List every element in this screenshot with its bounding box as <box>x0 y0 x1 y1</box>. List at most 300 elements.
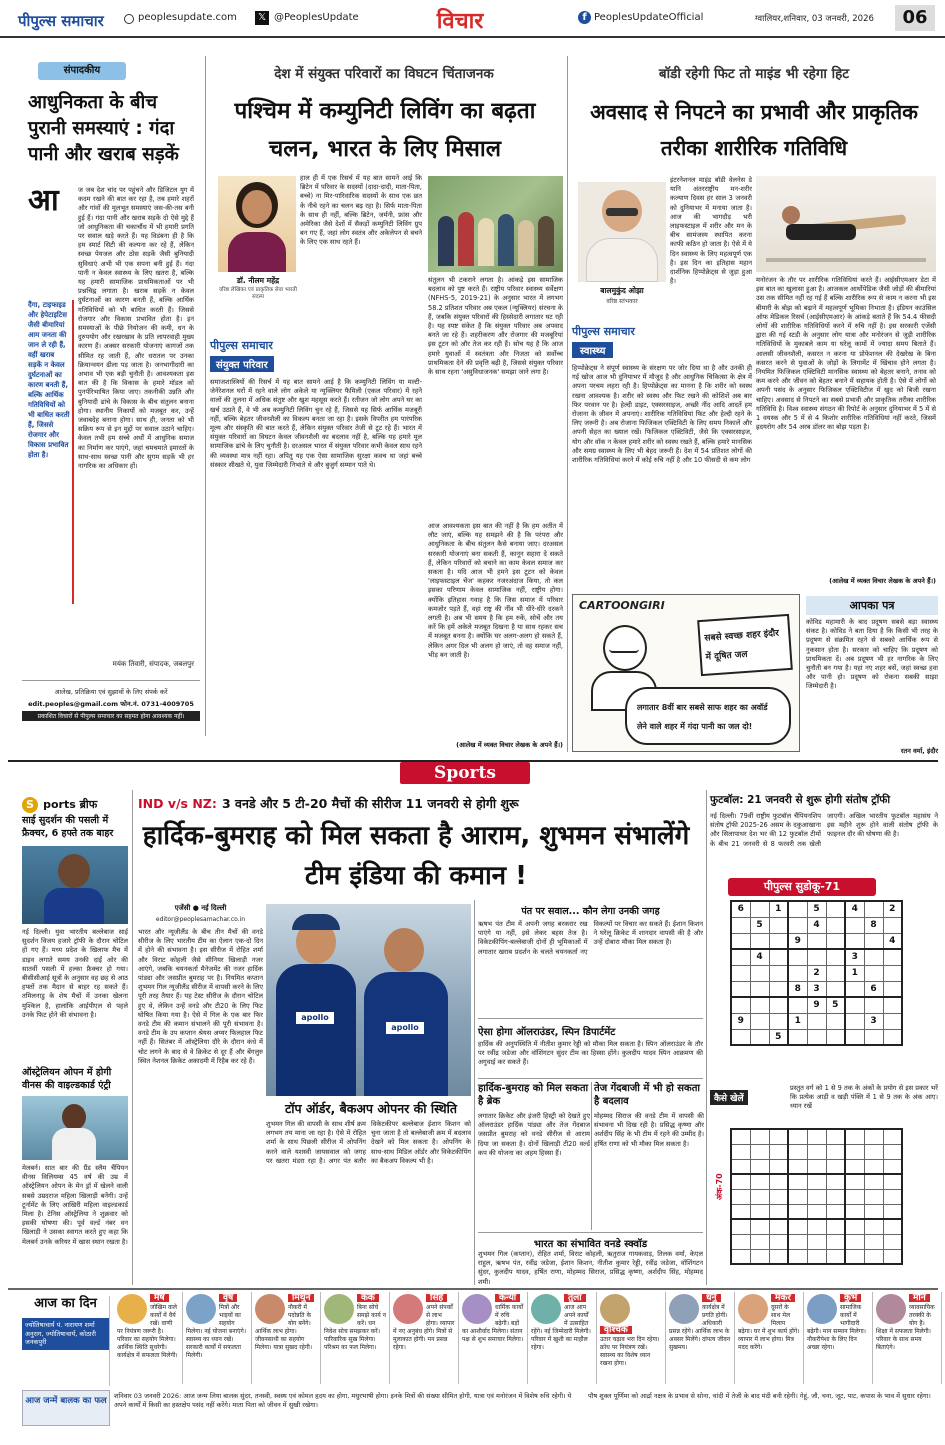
letter-title: आपका पत्र <box>806 596 938 615</box>
rashi-name: वृश्चिक <box>600 1326 632 1334</box>
sudoku-row <box>731 1174 902 1189</box>
family-col3: संतुलन भी टकराने लगता है। आंकड़े इस सामाजिक बदलाव को पुष्ट करते हैं। राष्ट्रीय परिवार स्वास्थ्य सर्वेक्षण (NFHS-5, 2019-21) के अनुसार भारत में लगभग 58.2 प्रतिशत परिवार अब एकल (न्यूक्लियर) संरचना के हैं, जबकि संयुक्त परिवारों की हिस्सेदारी लगातार घट रही है। यह स्पष्ट संकेत है कि संयुक्त परिवार अब अपवाद बनते जा रहे हैं। शहरीकरण और रोजगार की मजबूरियां इस टूटन को और तेज कर रही हैं। सोच यह है कि आज हमारे युवाओं में स्वतंत्रता और निजता को सर्वोच्च प्राथमिकता देने की प्रवृत्ति बढ़ी है, जिससे संयुक्त परिवार के साथ रहना 'असुविधाजनक' समझा जाने लगा है। <box>428 276 563 377</box>
column-divider <box>567 56 568 752</box>
sudoku-solution-cell <box>807 1174 826 1189</box>
sudoku-title-bar <box>728 878 876 896</box>
sudoku-cell[interactable] <box>731 949 750 965</box>
sudoku-grid[interactable] <box>730 900 903 1046</box>
birthday-text: शनिवार 03 जनवरी 2026: आज जन्म लिया बालक सुंदर, तनस्वी, स्वस्थ एवं कोमल हृदय का होगा, मधुरभाषी होगा। इनके मित्रों की संख्या सीमित होगी, यात्रा एवं मनोरंजन में विशेष रुचि रहेगी। ये अपने कार्यों में किसी का हस्तक्षेप पसंद नहीं करेंगे। माता पिता को जीवन में सुखी रखेगा। <box>114 1392 572 1409</box>
rashi-name: कर्क <box>357 1294 379 1302</box>
sudoku-cell[interactable]: 5 <box>769 1029 788 1045</box>
sudoku-solution-cell <box>845 1144 864 1159</box>
sudoku-cell[interactable] <box>826 949 845 965</box>
sudoku-cell[interactable]: 1 <box>788 1013 807 1029</box>
sudoku-cell[interactable] <box>883 965 902 981</box>
sudoku-cell[interactable] <box>731 917 750 933</box>
family-badge-label: संयुक्त परिवार <box>210 356 274 372</box>
sudoku-cell[interactable]: 9 <box>807 997 826 1013</box>
sudoku-solution-cell <box>731 1144 750 1159</box>
sudoku-cell[interactable]: 4 <box>807 917 826 933</box>
sudoku-how-to-label: कैसे खेलें <box>710 1090 748 1105</box>
sudoku-solution-cell <box>864 1204 883 1219</box>
squad-headline: भारत का संभावित वनडे स्क्वॉड <box>533 1239 648 1250</box>
santosh-headline: फुटबॉल: 21 जनवरी से शुरू होगी संतोष ट्रॉफी <box>710 794 891 806</box>
sudoku-cell[interactable] <box>826 965 845 981</box>
family-col4: आज आवश्यकता इस बात की नहीं है कि हम अतीत में लौट जाएं, बल्कि यह समझने की है कि परंपरा और आधुनिकता के बीच संतुलन कैसे बनाया जाए। दरअसल सरकारी योजनाएं बना सकती हैं, कानून सहारा दे सकते हैं, लेकिन परिवारों को बचाने का काम केवल समाज कर सकता है। यदि आज भी हमने इस टूटन को केवल 'लाइफस्टाइल चेंज' कहकर नजरअंदाज किया, तो कल इसका परिणाम केवल सामाजिक नहीं, राष्ट्रीय होगा। क्योंकि इतिहास गवाह है कि जिस समाज में परिवार कमजोर पड़ते हैं, वहां राष्ट्र की नींव भी धीरे-धीरे दरकने लगती है। अब भी समय है कि हम रुकें, सोचें और तय करें कि हमें अकेले मजबूत दिखना है या साथ रहकर सच में मजबूत बनना है। क्योंकि घर अलग-अलग हो सकते हैं, लेकिन अगर दिल भी अलग हो जाएं, तो वह समाज नहीं, भीड़ बन जाती है। <box>428 522 563 659</box>
rashi-portrait-icon <box>531 1294 561 1324</box>
sudoku-row <box>731 1189 902 1204</box>
sudoku-solution-cell <box>864 1234 883 1249</box>
sudoku-solution-cell <box>883 1174 902 1189</box>
pace-headline: तेज गेंदबाजी में भी हो सकता है बदलाव <box>594 1083 701 1107</box>
main-body: भारत और न्यूजीलैंड के बीच तीन मैचों की वनडे सीरीज के लिए भारतीय टीम का ऐलान एक-दो दिन में होने की संभावना है। इस सीरीज में रोहित शर्मा और विराट कोहली जैसे सीनियर खिलाड़ी नजर आएंगे, जबकि चयनकर्ता मैनेजमेंट की नजर हार्दिक पांड्या और जसप्रीत बुमराह पर है। नियमित कप्तान शुभमन गिल न्यूजीलैंड सीरीज में वापसी करने के लिए पूरी तरह तैयार हैं। यह टेस्ट सीरीज के दौरान चोटिल हुए थे, लेकिन उन्हें वनडे और टी20 के लिए फिट घोषित किया गया है। ऐसे में गिल के एक बार फिर वनडे टीम की कमान संभालने की पूरी संभावना है। वनडे टीम के उप कप्तान श्रेयस अय्यर फिलहाल फिट नहीं हैं। सितंबर में ऑस्ट्रेलिया दौरे के दौरान कंधे में चोट लगने के बाद से वे क्रिकेट से दूर हैं और बेंगलुरु स्थित नेशनल क्रिकेट अकादमी में रिहैब कर रहे हैं। <box>138 928 263 1065</box>
sudoku-solution-cell <box>731 1159 750 1174</box>
main-kicker-text: 3 वनडे और 5 टी-20 मैचों की सीरीज 11 जनवरी से होगी शुरू <box>221 796 519 811</box>
sudoku-solution-cell <box>731 1189 750 1204</box>
sudoku-cell[interactable]: 8 <box>864 917 883 933</box>
editorial-signature: मयंक तिवारी, संपादक, जबलपुर <box>112 660 194 668</box>
website-link[interactable]: peoplesupdate.com <box>138 12 237 23</box>
family-author-name: डॉ. नीलम महेंद्र <box>236 276 280 285</box>
sudoku-cell[interactable]: 1 <box>769 901 788 917</box>
sudoku-solution-cell <box>826 1159 845 1174</box>
sudoku-solution-cell <box>883 1234 902 1249</box>
sudoku-solution-cell <box>883 1129 902 1144</box>
sudoku-cell[interactable] <box>731 997 750 1013</box>
sudoku-solution-cell <box>788 1144 807 1159</box>
family-headline: पश्चिम में कम्युनिटी लिविंग का बढ़ता चलन, भारत के लिए मिसाल <box>234 98 536 162</box>
sudoku-solution-cell <box>750 1174 769 1189</box>
rashi-name: मेष <box>150 1294 169 1302</box>
cartoon-speech-text: लगातार 8वीं बार सबसे साफ शहर का अवॉर्ड लेने वाले शहर में गंदा पानी का जल दो! <box>637 703 768 731</box>
sudoku-solution-cell <box>807 1234 826 1249</box>
sudoku-cell[interactable] <box>826 901 845 917</box>
sudoku-solution-cell <box>807 1129 826 1144</box>
sudoku-cell[interactable] <box>731 933 750 949</box>
sports-banner-label: Sports <box>434 763 496 783</box>
divider <box>478 1018 703 1019</box>
column-divider <box>205 56 206 736</box>
main-email[interactable]: editor@peoplesamachar.co.in <box>155 916 246 923</box>
sudoku-row <box>731 1144 902 1159</box>
sudoku-cell[interactable] <box>769 965 788 981</box>
rashi-item <box>804 1292 873 1384</box>
cartoon-character <box>595 625 653 689</box>
rashi-portrait-icon <box>186 1294 216 1324</box>
sudoku-cell[interactable] <box>750 1013 769 1029</box>
section-divider <box>8 1288 938 1290</box>
aaj-label: आज का दिन <box>34 1296 97 1311</box>
sudoku-solution-cell <box>845 1219 864 1234</box>
brief1-headline: साई सुदर्शन की पसली में फ्रैक्चर, 6 हफ्ते तक बाहर <box>22 815 114 839</box>
column-divider <box>132 790 133 1285</box>
rashi-portrait-icon <box>462 1294 492 1324</box>
editorial-sidebar <box>28 300 74 604</box>
sudoku-cell[interactable] <box>883 1013 902 1029</box>
sudoku-solution-cell <box>769 1174 788 1189</box>
column-divider <box>706 790 707 1285</box>
sudoku-cell[interactable] <box>769 997 788 1013</box>
cartoon-title: CARTOONGIRI <box>579 599 665 612</box>
sudoku-solution-cell <box>731 1174 750 1189</box>
sudoku-row <box>731 1129 902 1144</box>
facebook-icon: f <box>578 11 591 24</box>
sudoku-solution-cell <box>807 1159 826 1174</box>
editorial-badge <box>38 62 126 80</box>
community-photo <box>428 176 563 272</box>
fitness-badge-label: स्वास्थ्य <box>572 342 613 358</box>
facebook-link[interactable]: PeoplesUpdateOfficial <box>594 12 704 23</box>
editorial-body: ज जब देश चांद पर पहुंचने और डिजिटल युग में कदम रखने की बात कर रहा है, तब हमारे शहरों और गांवों की मूलभूत समस्याएं जस-की-तस बनी हुई हैं। गंदा पानी और खराब सड़कें दो ऐसे मुद्दे हैं जो आधुनिकता की चकाचौंध में भी हमारी प्रगति पर सवाल खड़े करते हैं। यह विडंबना ही है कि हम स्मार्ट सिटी की कल्पना कर रहे हैं, लेकिन स्वच्छ पेयजल और ठोस सड़कें जैसी बुनियादी सुविधाएं अभी भी एक सपना बनी हुई हैं। गंदा पानी न केवल स्वास्थ्य के लिए खतरा है, बल्कि यह हमारी सामाजिक प्राथमिकताओं पर भी प्रश्नचिह्न लगाता है। खराब सड़कें न केवल दुर्घटनाओं का कारण बनती हैं, बल्कि आर्थिक गतिविधियों को भी बाधित करती हैं। जिससे रोजगार और विकास प्रभावित होता है। इन समस्याओं के पीछे नियोजन की कमी, धन के दुरुपयोग और रखरखाव के प्रति लापरवाही मुख्य कारण हैं। अक्सर सरकारी योजनाएं कागजों तक सीमित रह जाती हैं, और धरातल पर उनका क्रियान्वयन ढीला पड़ जाता है। जनभागीदारी का अभाव भी एक बड़ी चुनौती है। आवश्यकता इस बात की है कि विकास के हमारे मॉडल को पुनर्परिभाषित किया जाए। तकनीकी उन्नति और बुनियादी ढांचे के विकास के बीच संतुलन बनाना होगा। स्थानीय निकायों को मजबूत कर, उन्हें जवाबदेह बनाना होगा। साथ ही, जनता को भी सक्रिय रूप से इन मुद्दों पर सवाल उठाने चाहिए। केवल तभी हम सच्चे अर्थों में आधुनिक समाज का निर्माण कर पाएंगे, जहां चमचमाते इमारतों के साथ-साथ स्वच्छ पानी और सुगम सड़कें भी हर नागरिक का अधिकार हों। <box>78 186 194 471</box>
rashi-text: आज आप अपने कार्यों में उत्साहित रहेंगे। नई जिम्मेदारी मिलेगी। परिवार में खुशी का माहौल रहेगा। <box>531 1304 591 1351</box>
sports-s-icon: S <box>22 797 38 813</box>
brief1-body: नई दिल्ली। युवा भारतीय बल्लेबाज साई सुदर्शन विजय हजारे ट्रॉफी के दौरान चोटिल हो गए हैं। मध्य प्रदेश के खिलाफ मैच में डाइव लगाते समय उनकी दाईं ओर की सातवीं पसली में हल्का फ्रैक्चर हो गया। बीसीसीआई सूत्रों के अनुसार वह छह से आठ हफ्तों तक मैदान से बाहर रह सकते हैं। तमिलनाडु के शेष मैचों में उनका खेलना मुश्किल है, हालांकि आईपीएल से पहले उनके फिट होने की संभावना है। <box>22 928 128 1019</box>
rashi-text: अपने संपर्कों से लाभ होगा। व्यापार में नए अनुबंध होंगे। मित्रों से मुलाकात होगी। मन प्रसन्न रहेगा। <box>393 1304 455 1351</box>
main-headline: हार्दिक-बुमराह को मिल सकता है आराम, शुभमन संभालेंगे टीम इंडिया की कमान ! <box>142 821 690 891</box>
birthday-box <box>22 1390 110 1426</box>
family-kicker: देश में संयुक्त परिवारों का विघटन चिंताजनक <box>274 66 494 82</box>
sudoku-solution-cell <box>845 1159 864 1174</box>
sudoku-solution-cell <box>788 1234 807 1249</box>
sudoku-solution-cell <box>731 1129 750 1144</box>
rashi-item <box>390 1292 459 1384</box>
sudoku-instructions: प्रस्तुत वर्ग को 1 से 9 तक के अंकों के प्रयोग से इस प्रकार भरें कि प्रत्येक आड़ी व खड़ी पंक्ति में 1 से 9 तक के अंक आए। ध्यान रखें <box>790 1084 938 1111</box>
sudoku-solution-cell <box>883 1189 902 1204</box>
sports-brief-label: ports ब्रीफ <box>43 798 98 811</box>
sudoku-cell[interactable] <box>731 965 750 981</box>
sudoku-solution-cell <box>845 1204 864 1219</box>
rashi-text: दूसरों के साथ मेल मिलाप बढ़ेगा। घर में शुभ कार्य होंगे। व्यापार में लाभ होगा। मित्र मदद करेंगे। <box>738 1304 800 1351</box>
rashi-portrait-icon <box>393 1294 423 1324</box>
sudoku-row <box>731 1204 902 1219</box>
stretching-photo <box>756 176 936 272</box>
sudoku-cell[interactable] <box>826 1013 845 1029</box>
sudoku-solution-cell <box>750 1249 769 1264</box>
sudoku-solution-cell <box>826 1219 845 1234</box>
dateline: ग्वालियर,शनिवार, 03 जनवरी, 2026 <box>755 14 874 24</box>
sudoku-cell[interactable]: 4 <box>883 933 902 949</box>
editorial-footer-disclaimer: प्रकाशित विचारों से पीपुल्स समाचार का सहमत होना आवश्यक नहीं। <box>22 711 200 721</box>
sudoku-cell[interactable] <box>883 917 902 933</box>
family-badge <box>210 338 310 372</box>
fitness-author-title: वरिष्ठ स्तंभकार <box>606 298 638 305</box>
sudoku-cell[interactable] <box>826 933 845 949</box>
sudoku-cell[interactable] <box>750 965 769 981</box>
sudoku-cell[interactable] <box>845 933 864 949</box>
masthead-logo: पीपुल्स समाचार <box>18 12 104 30</box>
sudoku-solution-cell <box>769 1249 788 1264</box>
sudoku-cell[interactable] <box>883 997 902 1013</box>
fitness-author-name: बालमुकुंद ओझा <box>600 286 644 295</box>
sudoku-title: पीपुल्स सुडोकू-71 <box>763 880 841 893</box>
editorial-footer-email[interactable]: edit.peoples@gmail.com फोन.नं. 0731-4009705 <box>28 700 194 708</box>
photo-caption: टॉप ऑर्डर, बैकअप ओपनर की स्थिति <box>284 1101 458 1116</box>
sudoku-cell[interactable]: 6 <box>731 901 750 917</box>
sudoku-cell[interactable] <box>883 1029 902 1045</box>
sudoku-solution-cell <box>826 1249 845 1264</box>
rashi-portrait-icon <box>255 1294 285 1324</box>
sudoku-solution-cell <box>750 1204 769 1219</box>
fitness-headline: अवसाद से निपटने का प्रभावी और प्राकृतिक तरीका शारीरिक गतिविधि <box>590 100 918 160</box>
editorial-headline: आधुनिकता के बीच पुरानी समस्याएं : गंदा पानी और खराब सड़कें <box>28 92 179 165</box>
sudoku-solution-cell <box>769 1189 788 1204</box>
sudoku-solution-cell <box>788 1174 807 1189</box>
sudoku-cell[interactable] <box>845 1029 864 1045</box>
rashi-text: नौकरी में पदोन्नति के योग बनेंगे। आर्थिक लाभ होगा। जीवनसाथी का सहयोग मिलेगा। यात्रा सुखद रहेगी। <box>255 1304 313 1351</box>
rashi-item <box>459 1292 528 1384</box>
sudoku-cell[interactable] <box>826 981 845 997</box>
sudoku-solution-cell <box>750 1234 769 1249</box>
sudoku-cell[interactable]: 2 <box>807 965 826 981</box>
fitness-kicker: बॉडी रहेगी फिट तो माइंड भी रहेगा हिट <box>658 66 850 82</box>
sudoku-solution-cell <box>750 1189 769 1204</box>
sudoku-solution-cell <box>788 1219 807 1234</box>
sudoku-cell[interactable]: 2 <box>883 901 902 917</box>
sudoku-solution-cell <box>883 1159 902 1174</box>
rashi-text: सामाजिक कार्यों में भागीदारी बढ़ेगी। मान सम्मान मिलेगा। नौकरीपेशा के लिए दिन अच्छा रहेगा। <box>807 1304 866 1351</box>
rashi-portrait-icon <box>876 1294 906 1324</box>
sudoku-cell[interactable] <box>788 917 807 933</box>
main-body2: शुभमन गिल की वापसी के साथ शीर्ष क्रम लगभग तय माना जा रहा है। ऐसे में रोहित शर्मा के साथ पिछली सीरीज में ओपनिंग करने वाले यशस्वी जायसवाल को जगह पर खतरा मंडरा रहा है। अगर पंत बतौर विकेटकीपर बल्लेबाज ईशान किशन को चुना जाता है तो बल्लेबाजी क्रम में बदलाव देखने को मिल सकता है। ओपनिंग के साथ-साथ मिडिल ऑर्डर और विकेटकीपिंग का बैकअप विकल्प भी है। <box>266 1120 471 1165</box>
sudoku-row <box>731 1159 902 1174</box>
aaj-box <box>22 1296 110 1386</box>
sudoku-cell[interactable]: 4 <box>750 949 769 965</box>
rashi-item <box>597 1292 666 1384</box>
sudoku-solution-cell <box>845 1174 864 1189</box>
sudoku-solution-cell <box>750 1159 769 1174</box>
sudoku-cell[interactable]: 8 <box>788 981 807 997</box>
sudoku-cell[interactable] <box>807 949 826 965</box>
letter-box <box>806 596 938 755</box>
sudoku-cell[interactable]: 5 <box>807 901 826 917</box>
sudoku-cell[interactable] <box>826 1029 845 1045</box>
sudoku-row <box>731 981 902 997</box>
sudoku-cell[interactable] <box>864 949 883 965</box>
sudoku-solution-cell <box>826 1129 845 1144</box>
fitness-badge <box>572 324 672 360</box>
sudoku-cell[interactable] <box>788 949 807 965</box>
rashi-item <box>114 1292 183 1384</box>
sudoku-cell[interactable] <box>807 933 826 949</box>
rashi-text: कार्यक्षेत्र में प्रगति होगी। अधिकारी प्रसन्न रहेंगे। आर्थिक लाभ के अवसर मिलेंगे। दांपत्य जीवन सुखमय। <box>669 1304 731 1351</box>
sudoku-cell[interactable]: 3 <box>807 981 826 997</box>
sudoku-cell[interactable] <box>731 1029 750 1045</box>
sudoku-solution-cell <box>826 1234 845 1249</box>
page-number: 06 <box>895 5 935 31</box>
sudoku-cell[interactable] <box>750 997 769 1013</box>
rashi-name: धनु <box>702 1294 721 1302</box>
rashi-item <box>183 1292 252 1384</box>
sudoku-cell[interactable] <box>845 1013 864 1029</box>
pant-headline: पंत पर सवाल... कौन लेगा उनकी जगह <box>521 906 660 917</box>
allround-body: हार्दिक की अनुपस्थिति में नीतीश कुमार रेड्डी को मौका मिल सकता है। स्पिन ऑलराउंडर के तौर पर रवींद्र जडेजा और वॉशिंगटन सुंदर टीम का हिस्सा होंगे। कुलदीप यादव स्पिन आक्रमण की अगुवाई कर सकते हैं। <box>478 1040 703 1067</box>
sudoku-row <box>731 1013 902 1029</box>
sudoku-cell[interactable] <box>769 917 788 933</box>
sudoku-solution-cell <box>788 1159 807 1174</box>
rashi-name: कुंभ <box>840 1294 861 1302</box>
rashi-item <box>528 1292 597 1384</box>
sudoku-solution-cell <box>826 1174 845 1189</box>
sudoku-cell[interactable] <box>864 1029 883 1045</box>
main-kicker-tag: IND v/s NZ: <box>138 796 217 811</box>
sudoku-cell[interactable] <box>769 933 788 949</box>
squad-body: शुभमन गिल (कप्तान), रोहित शर्मा, विराट कोहली, ऋतुराज गायकवाड़, तिलक वर्मा, केएल राहुल, ऋषभ पंत, रवींद्र जडेजा, ईशान किशन, नीतीश कुमार रेड्डी, रवींद्र जडेजा, वॉशिंगटन सुंदर, कुलदीप यादव, हर्षित राणा, मोहम्मद सिराज, प्रसिद्ध कृष्णा, अर्शदीप सिंह, मोहम्मद शमी। <box>478 1250 703 1286</box>
cartoon-box <box>572 594 800 752</box>
sudoku-cell[interactable] <box>788 1029 807 1045</box>
sudoku-solution-cell <box>769 1204 788 1219</box>
sudoku-solution-cell <box>807 1189 826 1204</box>
sudoku-solution-cell <box>864 1249 883 1264</box>
sudoku-solution-cell <box>864 1159 883 1174</box>
sudoku-solution-cell <box>731 1219 750 1234</box>
sudoku-solution-cell <box>769 1234 788 1249</box>
sudoku-cell[interactable] <box>864 901 883 917</box>
sudoku-solution-cell <box>750 1219 769 1234</box>
sudoku-cell[interactable] <box>845 917 864 933</box>
editorial-footer <box>22 680 200 736</box>
sudoku-solution-cell <box>769 1219 788 1234</box>
sudoku-cell[interactable]: 5 <box>750 917 769 933</box>
sudoku-cell[interactable] <box>864 933 883 949</box>
editorial-badge-label: संपादकीय <box>63 65 101 76</box>
sudoku-solution-cell <box>883 1144 902 1159</box>
sudoku-cell[interactable]: 5 <box>826 997 845 1013</box>
rashi-portrait-icon <box>738 1294 768 1324</box>
sudoku-solution-cell <box>864 1129 883 1144</box>
sudoku-solution-cell <box>788 1129 807 1144</box>
sudoku-solution-cell <box>769 1129 788 1144</box>
sudoku-cell[interactable] <box>731 981 750 997</box>
x-handle-link[interactable]: @PeoplesUpdate <box>274 12 359 23</box>
section-title: विचार <box>436 9 484 34</box>
rashi-text: धार्मिक कार्यों में रुचि बढ़ेगी। बड़ों का आशीर्वाद मिलेगा। संतान पक्ष से शुभ समाचार मिलेगा। <box>462 1304 524 1343</box>
sudoku-cell[interactable] <box>769 1013 788 1029</box>
x-icon: 𝕏 <box>255 11 269 25</box>
family-col1: हाल ही में एक रिसर्च में यह बात सामने आई कि ब्रिटेन में परिवार के सदस्यों (दादा-दादी, माता-पिता, बच्चे) ना मिर-पारिवारिक सदस्यों के साथ एक छत के नीचे रहने का चलन बढ़ रहा है। सिर्फ माता-पिता के साथ ही नहीं, बल्कि ब्रिटेन, जर्मनी, फ्रांस और अमेरिका जैसे देशों में सैकड़ों कम्युनिटी लिविंग ग्रुप बन गए हैं, जहां लोग स्वतंत्र और अकेलेपन से बचने के लिए एक साथ रहते हैं। <box>300 174 422 247</box>
cartoon-sign <box>697 614 793 676</box>
sudoku-cell[interactable]: 4 <box>845 901 864 917</box>
sudoku-solution-table <box>730 1128 903 1265</box>
sudoku-cell[interactable] <box>769 981 788 997</box>
sudoku-row <box>731 1234 902 1249</box>
column-divider <box>474 900 475 1285</box>
santosh-body: नई दिल्ली। 79वीं राष्ट्रीय फुटबॉल चैंपियनशिप संतोष ट्रॉफी 2025-26 असम के दकुआखाना और सिलापाथर देश भर की 12 फुटबॉल टीमों के बीच 21 जनवरी से 8 फरवरी तक खेली जाएगी। अखिल भारतीय फुटबॉल महासंघ ने इस महीने शुरू होने वाली संतोष ट्रॉफी के फाइनल दौर की घोषणा की है। <box>710 812 938 848</box>
rashi-name: तुला <box>564 1294 586 1302</box>
sudoku-solution-cell <box>807 1204 826 1219</box>
editorial-footer-note: आलेख, प्रतिक्रिया एवं सुझावों के लिए संपर्क करें <box>54 688 168 696</box>
sudoku-solution-cell <box>769 1144 788 1159</box>
family-author-title: वरिष्ठ लेखिका एवं प्राकृतिक सेवा भारती सदस्य <box>219 287 297 300</box>
sudoku-solution-cell <box>750 1144 769 1159</box>
sudoku-cell[interactable] <box>883 949 902 965</box>
sudoku-solution-cell <box>845 1189 864 1204</box>
sudoku-cell[interactable] <box>807 1013 826 1029</box>
sudoku-cell[interactable] <box>788 997 807 1013</box>
sudoku-solution-cell <box>807 1249 826 1264</box>
sudoku-table[interactable] <box>730 900 903 1046</box>
sudoku-cell[interactable]: 1 <box>845 965 864 981</box>
sudoku-row <box>731 901 902 917</box>
sudoku-cell[interactable] <box>750 1029 769 1045</box>
divider <box>478 1078 703 1079</box>
sudoku-solution-cell <box>845 1234 864 1249</box>
sudoku-cell[interactable]: 3 <box>845 949 864 965</box>
sudoku-row <box>731 965 902 981</box>
sudoku-cell[interactable] <box>807 1029 826 1045</box>
sudoku-solution-cell <box>845 1249 864 1264</box>
sports-brief-badge <box>22 793 130 811</box>
rashi-portrait-icon <box>669 1294 699 1324</box>
rashi-portrait-icon <box>807 1294 837 1324</box>
divider <box>478 1232 703 1233</box>
family-col2: समाजशास्त्रियों की रिसर्च में यह बात सामने आई है कि कम्युनिटी लिविंग या मल्टी-जेनेरेशनल घरों में रहने वाले लोग अकेले या न्यूक्लियर फैमिली (एकल परिवार) में रहने वालों की तुलना में अधिक संतुष्ट और खुश महसूस करते हैं। रतीजन जो लोग अपने घर का खर्च उठाते हैं, वे भी अब कम्युनिटी लिविंग चुन रहे हैं, जिससे यह सिर्फ आर्थिक मजबूरी नहीं, बल्कि बेहतर जीवनशैली का विकल्प बनता जा रहा है। इसके विपरीत हम पारंपरिक मूल्य और संस्कृति की बात करते हैं, लेकिन संयुक्त परिवार तेजी से टूट रहे हैं। भारत में संयुक्त परिवारों का विघटन केवल जीवनशैली का बदलाव नहीं है, बल्कि यह हमारे मूल सामाजिक ढांचे के लिए चुनौती है। दरअसल भारत में संयुक्त परिवार कभी केवल साथ रहने की व्यवस्था मात्र नहीं रहा। अपितु यह एक ऐसा सामाजिक सुरक्षा कवच था जहां बच्चे संस्कार सीखते थे, युवा जिम्मेदारी निभाते थे और बुजुर्ग सम्मान पाते थे। <box>210 378 422 469</box>
sudoku-solution-cell <box>788 1204 807 1219</box>
sudoku-cell[interactable]: 9 <box>788 933 807 949</box>
sudoku-solution-cell <box>864 1219 883 1234</box>
sudoku-cell[interactable] <box>826 917 845 933</box>
business-text: पौष शुक्ल पूर्णिमा को आर्द्रा नक्षत्र के प्रभाव से सोना, चांदी में तेजी के बाद मंदी बनी रहेगी। गेहूं, जौ, चना, जूट, पाट, कपास के भाव में सुधार रहेगा। <box>588 1392 931 1400</box>
sudoku-cell[interactable] <box>769 949 788 965</box>
cartoon-sign-text: सबसे स्वच्छ शहर इंदौर में दूषित जल <box>704 628 780 663</box>
sudoku-solution-cell <box>807 1144 826 1159</box>
fitness-col2: हिप्पोक्रेट्स ने संपूर्ण स्वास्थ्य के संरक्षण पर जोर दिया था है और उनकी ही गई खोज आज भी दुनियाभर में मौजूद है और आधुनिक चिकित्सा के क्षेत्र में अपना परचम लहरा रही है। हिप्पोक्रेट्स का मानना है कि शरीर को स्वस्थ रखना आवश्यक है। शरीर को स्वस्थ और फिट रखने की कोशिशें अब बार फिर परवान पर है। हेल्दी डाइट, एक्सरसाइज, अच्छी नींद आदि आदतें हम रोजाना के जीवन में अपनाएं। शारीरिक गतिविधियां फिट और हेल्दी रहने के लिए जरूरी है। अब रोजाना फिजिकल एक्टिविटी के लिए समय निकालें और अपनी सेहत का ख्याल रखें। फिजिकल एक्टिविटी, जैसे कि एक्सरसाइज, योग और वॉक न केवल हमारे शरीर को स्वस्थ रखते हैं, बल्कि हमारे मानसिक और समग्र स्वास्थ्य के लिए भी बेहद जरूरी हैं। देश में 54 प्रतिशत लोगों की शारीरिक गतिविधियां करने में कोई रुचि नहीं है और 10 फीसदी से कम लोग <box>572 364 752 465</box>
sudoku-cell[interactable] <box>845 997 864 1013</box>
rashi-text: व्यावसायिक तरक्की के योग हैं। शिक्षा में सफलता मिलेगी। परिवार के साथ समय बिताएंगे। <box>876 1304 935 1351</box>
sudoku-solution-cell <box>883 1249 902 1264</box>
rashi-name: मिथुन <box>288 1294 314 1302</box>
sudoku-solution-cell <box>807 1219 826 1234</box>
sudoku-cell[interactable] <box>845 981 864 997</box>
sai-sudharsan-photo <box>22 846 128 924</box>
sudoku-cell[interactable] <box>864 997 883 1013</box>
sudoku-cell[interactable] <box>750 933 769 949</box>
birthday-label: आज जन्में बालक का फल <box>25 1396 107 1406</box>
rashi-text: बिना सोचे समझे कार्य न करें। धन निवेश सोच समझकर करें। पारिवारिक सुख मिलेगा। परिश्रम का फल मिलेगा। <box>324 1304 386 1351</box>
sudoku-solution-cell <box>826 1204 845 1219</box>
rashi-item <box>321 1292 390 1384</box>
sudoku-cell[interactable]: 6 <box>864 981 883 997</box>
sudoku-cell[interactable]: 3 <box>864 1013 883 1029</box>
letter-sender: रतन वर्मा, इंदौर <box>900 747 938 755</box>
sudoku-cell[interactable] <box>883 981 902 997</box>
fitness-byline: (आलेख में व्यक्त विचार लेखक के अपने हैं।) <box>829 577 936 585</box>
sudoku-cell[interactable] <box>750 901 769 917</box>
rashi-portrait-icon <box>600 1294 630 1324</box>
rashi-name: सिंह <box>426 1294 447 1302</box>
pant-body: ऋषभ पंत टीम में अपनी जगह बरकरार रख पाएंगे या नहीं, इसे लेकर बहस तेज है। विकेटकीपिंग-बल्लेबाजी दोनों ही भूमिकाओं में लगातार खराब प्रदर्शन के चलते चयनकर्ता नए विकल्पों पर विचार कर सकते हैं। ईशान किशन ने घरेलू क्रिकेट में शानदार वापसी की है और उन्हें दोबारा मौका मिल सकता है। <box>478 920 703 956</box>
rashi-item <box>735 1292 804 1384</box>
sudoku-cell[interactable]: 9 <box>731 1013 750 1029</box>
sudoku-cell[interactable] <box>788 901 807 917</box>
rashi-text: मित्रों और भाइयों का सहयोग मिलेगा। नई योजना बनाएंगे। स्वास्थ्य का ध्यान रखें। सरकारी कार्यों में सफलता मिलेगी। <box>186 1304 247 1359</box>
rashi-text: उतार चढ़ाव भरा दिन रहेगा। क्रोध पर नियंत्रण रखें। स्वास्थ्य का विशेष ध्यान रखना होगा। <box>600 1336 660 1367</box>
main-kicker <box>138 793 698 811</box>
sudoku-solution-cell <box>731 1204 750 1219</box>
editorial-dropcap: आ <box>28 183 59 218</box>
sudoku-row <box>731 949 902 965</box>
author-photo-balmukund <box>578 182 666 282</box>
sudoku-cell[interactable] <box>788 965 807 981</box>
sudoku-row <box>731 997 902 1013</box>
rashi-name: मकर <box>771 1294 795 1302</box>
sudoku-solution-cell <box>864 1174 883 1189</box>
sudoku-solution-cell <box>883 1219 902 1234</box>
family-byline: (आलेख में व्यक्त विचार लेखक के अपने हैं।) <box>456 741 563 749</box>
sudoku-row <box>731 1249 902 1264</box>
gill-gambhir-photo: apollo apollo <box>266 904 471 1096</box>
sudoku-cell[interactable] <box>864 965 883 981</box>
sudoku-cell[interactable] <box>750 981 769 997</box>
